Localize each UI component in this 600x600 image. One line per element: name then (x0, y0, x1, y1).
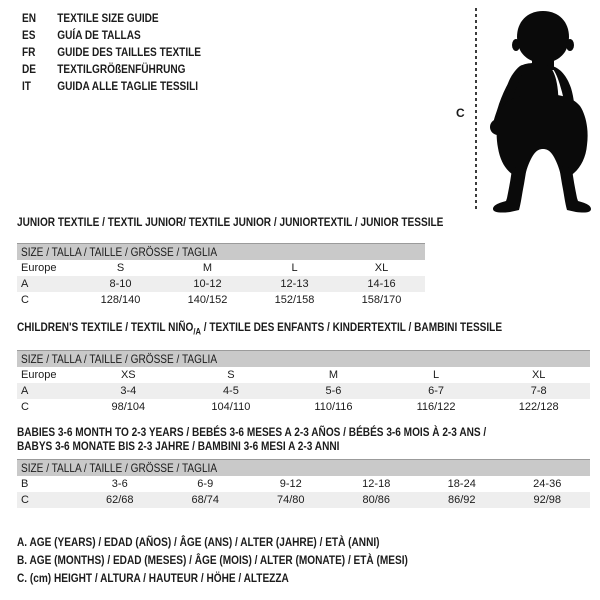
title-subscript: /A (193, 326, 201, 337)
columns-row (17, 260, 425, 276)
babies-section-title-line2: BABYS 3-6 MONATE BIS 2-3 JAHRE / BAMBINI 3-6 MESI A 2-3 ANNI (17, 439, 340, 453)
value-cell: 62/68 (77, 492, 163, 508)
legend-line-c: C. (cm) HEIGHT / ALTURA / HAUTEUR / HÖHE / ALTEZZA (17, 571, 289, 585)
size-header-row (17, 460, 590, 476)
value-cell: 12-18 (362, 477, 391, 490)
value-cell: 6-7 (385, 383, 488, 399)
title-text: / TEXTILE DES ENFANTS / KINDERTEXTIL / BAMBINI TESSILE (200, 320, 503, 334)
size-cell: M (328, 368, 339, 381)
row-label-cell: C (21, 400, 29, 413)
value-cell: 8-10 (77, 276, 164, 292)
size-cell: S (227, 368, 235, 381)
junior-size-table (17, 243, 425, 308)
children-size-table (17, 350, 590, 415)
row-label-cell: A (17, 383, 77, 399)
language-label: GUIDA ALLE TAGLIE TESSILI (57, 79, 199, 93)
value-cell: 3-4 (77, 383, 180, 399)
language-code: IT (22, 79, 31, 93)
language-label: TEXTILGRÖßENFÜHRUNG (57, 62, 186, 76)
age-months-row (17, 476, 590, 492)
row-label-cell: C (17, 492, 77, 508)
value-cell: 158/170 (361, 293, 402, 306)
value-cell: 14-16 (338, 276, 425, 292)
section-babies-textile (17, 425, 590, 508)
language-code: FR (22, 45, 36, 59)
value-cell: 10-12 (164, 276, 251, 292)
size-header-row (17, 351, 590, 367)
junior-section-title: JUNIOR TEXTILE / TEXTIL JUNIOR/ TEXTILE JUNIOR / JUNIORTEXTIL / JUNIOR TESSILE (17, 215, 444, 229)
value-cell: 6-9 (197, 477, 214, 490)
size-header-bar (17, 351, 590, 367)
value-cell: 98/104 (111, 400, 146, 413)
size-header-row (17, 244, 425, 260)
legend (17, 533, 482, 587)
babies-size-table (17, 459, 590, 508)
size-header-bar (17, 460, 590, 476)
size-header-text: SIZE / TALLA / TAILLE / GRÖSSE / TAGLIA (21, 460, 218, 475)
language-list (22, 10, 235, 95)
language-code: EN (22, 11, 37, 25)
legend-line-b: B. AGE (MONTHS) / EDAD (MESES) / ÂGE (MOIS) / ALTER (MONATE) / ETÀ (MESI) (17, 553, 408, 567)
children-section-title (17, 320, 502, 338)
size-cell: M (202, 261, 213, 274)
title-text: CHILDREN'S TEXTILE / TEXTIL NIÑO (17, 320, 194, 334)
value-cell: 24-36 (533, 477, 562, 490)
language-code: ES (22, 28, 36, 42)
height-cm-row (17, 399, 590, 415)
language-row (22, 44, 201, 61)
value-cell: 116/122 (416, 400, 456, 413)
row-label-cell: B (21, 477, 29, 490)
legend-line-a: A. AGE (YEARS) / EDAD (AÑOS) / ÂGE (ANS) / ALTER (JAHRE) / ETÀ (ANNI) (17, 535, 380, 549)
language-label: TEXTILE SIZE GUIDE (57, 11, 159, 25)
language-row (22, 10, 201, 27)
size-cell: S (116, 261, 125, 274)
value-cell: 3-6 (111, 477, 128, 490)
value-cell: 18-24 (447, 477, 476, 490)
height-cm-row (17, 492, 590, 508)
value-cell: 92/98 (505, 492, 591, 508)
size-cell: XS (120, 368, 136, 381)
size-header-text: SIZE / TALLA / TAILLE / GRÖSSE / TAGLIA (21, 352, 218, 367)
value-cell: 86/92 (419, 492, 505, 508)
age-years-row (17, 383, 590, 399)
section-junior-textile (17, 213, 444, 308)
value-cell: 80/86 (334, 492, 420, 508)
value-cell: 104/110 (211, 400, 251, 413)
row-label-cell: C (21, 293, 29, 306)
size-cell: L (291, 261, 298, 274)
babies-section-title-line1: BABIES 3-6 MONTH TO 2-3 YEARS / BEBÉS 3-6 MESES A 2-3 AÑOS / BÉBÉS 3-6 MOIS À 2-3 ANS / (17, 425, 487, 439)
height-dotted-line (475, 8, 477, 212)
age-years-row (17, 276, 425, 292)
height-marker-label: C (456, 106, 465, 120)
size-cell: XL (374, 261, 389, 274)
value-cell: 7-8 (487, 383, 590, 399)
size-header-bar (17, 244, 425, 260)
value-cell: 4-5 (180, 383, 283, 399)
region-cell: Europe (21, 368, 57, 381)
language-row (22, 61, 201, 78)
size-cell: L (433, 368, 440, 381)
value-cell: 5-6 (282, 383, 385, 399)
value-cell: 68/74 (163, 492, 249, 508)
value-cell: 12-13 (251, 276, 338, 292)
value-cell: 128/140 (100, 293, 141, 306)
language-label: GUÍA DE TALLAS (57, 28, 141, 42)
value-cell: 110/116 (314, 400, 353, 413)
language-row (22, 78, 201, 95)
language-code: DE (22, 62, 37, 76)
toddler-silhouette-icon (486, 8, 598, 213)
value-cell: 9-12 (279, 477, 302, 490)
region-cell: Europe (21, 261, 57, 274)
size-cell: XL (531, 368, 546, 381)
columns-row (17, 367, 590, 383)
language-label: GUIDE DES TAILLES TEXTILE (57, 45, 202, 59)
size-header-text: SIZE / TALLA / TAILLE / GRÖSSE / TAGLIA (21, 244, 218, 259)
language-row (22, 27, 201, 44)
value-cell: 74/80 (248, 492, 334, 508)
section-childrens-textile (17, 318, 590, 415)
value-cell: 140/152 (187, 293, 228, 306)
value-cell: 122/128 (518, 400, 559, 413)
height-cm-row (17, 292, 425, 308)
value-cell: 152/158 (274, 293, 315, 306)
row-label-cell: A (17, 276, 77, 292)
